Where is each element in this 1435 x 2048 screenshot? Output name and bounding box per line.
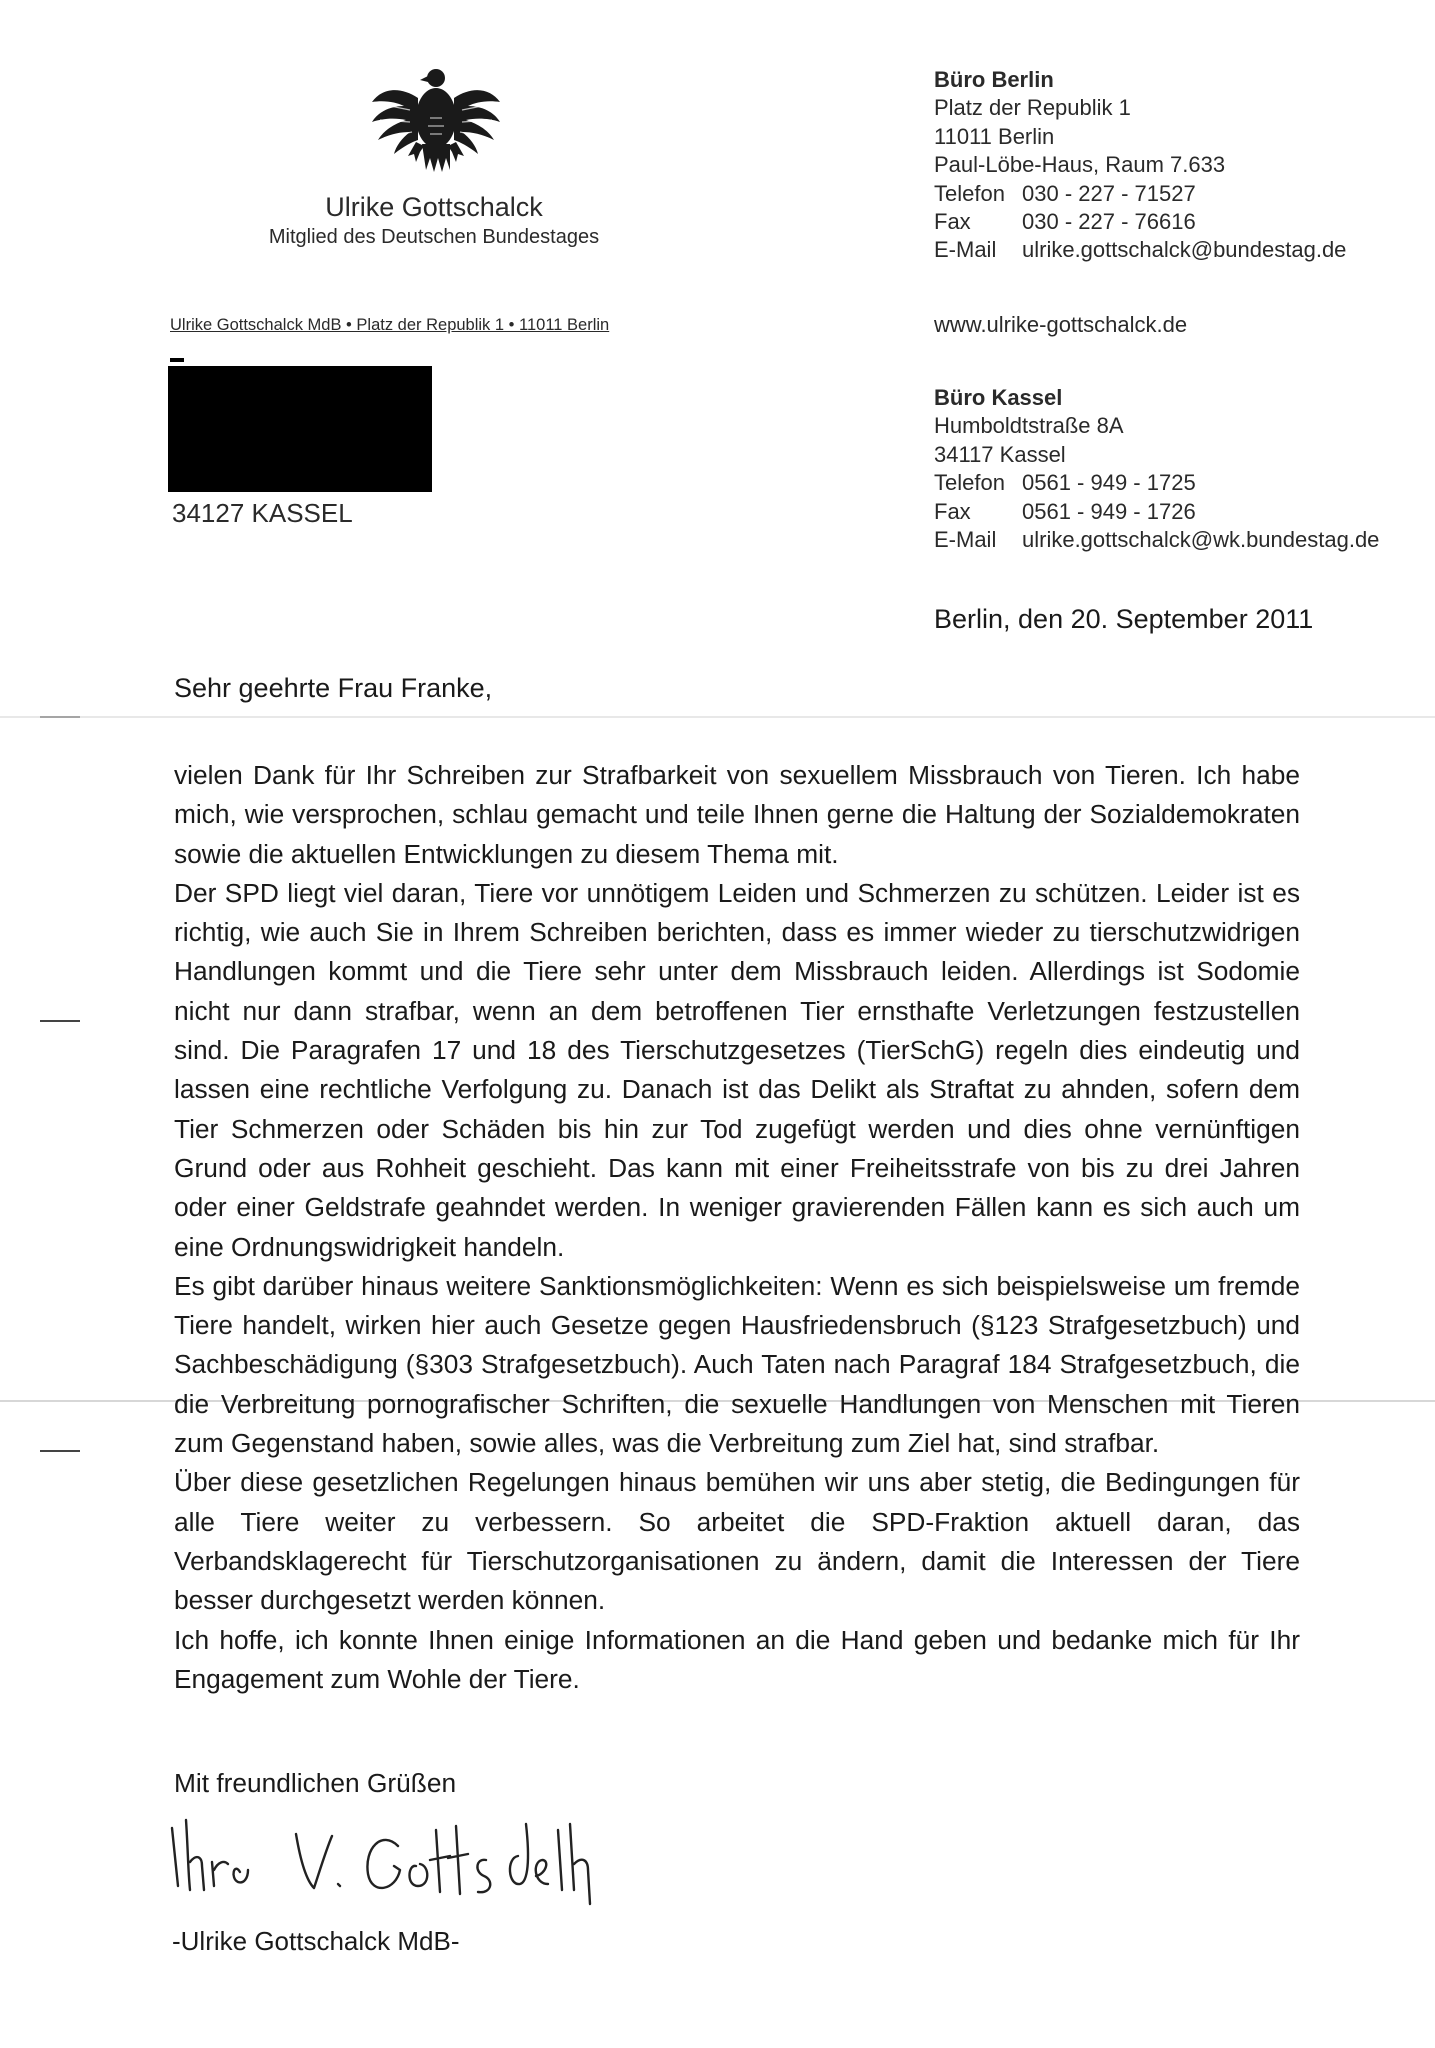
office-kassel-city: 34117 Kassel xyxy=(934,441,1066,467)
fold-mark-lower xyxy=(40,1450,80,1452)
office-berlin-email: ulrike.gottschalck@bundestag.de xyxy=(1022,237,1347,263)
paragraph: Ich hoffe, ich konnte Ihnen einige Informationen an die Hand geben und bedanke mich für Ihr Engagement zum Wohle der Tiere. xyxy=(174,1624,1300,1694)
office-kassel-phone: 0561 - 949 - 1725 xyxy=(1022,470,1196,496)
office-kassel-fax-row xyxy=(934,498,1379,526)
redacted-recipient-address xyxy=(168,366,432,492)
page-fold-line xyxy=(0,716,1435,718)
office-berlin-city: 11011 Berlin xyxy=(934,123,1055,149)
fax-label: Fax xyxy=(934,209,971,235)
letter-body xyxy=(174,756,1300,1699)
office-berlin-block xyxy=(934,66,1346,265)
office-berlin-email-row xyxy=(934,236,1346,264)
office-kassel-email-row xyxy=(934,526,1379,554)
redaction-mark xyxy=(170,358,184,362)
salutation: Sehr geehrte Frau Franke, xyxy=(174,673,493,703)
recipient-city: 34127 KASSEL xyxy=(172,498,353,528)
office-kassel-email: ulrike.gottschalck@wk.bundestag.de xyxy=(1022,527,1380,553)
fax-label: Fax xyxy=(934,498,971,524)
paragraph: Über diese gesetzlichen Regelungen hinaus bemühen wir uns aber stetig, die Bedingungen für alle Tiere weiter zu verbessern. So arbeitet die SPD-Fraktion aktuell daran, das Verbandsklagerecht für Tierschutzorganisationen zu ändern, damit die Interessen der Tiere besser durchgesetzt werden können. xyxy=(174,1467,1300,1616)
email-label: E-Mail xyxy=(934,237,997,263)
paragraph: Es gibt darüber hinaus weitere Sanktionsmöglichkeiten: Wenn es sich beispielsweise um fremde Tiere handelt, wirken hier auch Gesetze gegen Hausfriedensbruch (§123 Strafgesetzbuch) und Sachbeschädigung (§303 Strafgesetzbuch). Auch Taten nach Paragraf 184 Strafgesetzbuch, die die Verbreitung pornografischer Schriften, die sexuelle Handlungen von Menschen mit Tieren zum Gegenstand haben, sowie alles, was die Verbreitung zum Ziel hat, sind strafbar. xyxy=(174,1270,1300,1459)
sender-subtitle: Mitglied des Deutschen Bundestages xyxy=(268,226,600,248)
paragraph: Der SPD liegt viel daran, Tiere vor unnötigem Leiden und Schmerzen zu schützen. Leider ist es richtig, wie auch Sie in Ihrem Schreiben berichten, dass es immer wieder zu tierschutzwidrigen Handlungen kommt und die Tiere sehr unter dem Missbrauch leiden. Allerdings ist Sodomie nicht nur dann strafbar, wenn an dem betroffenen Tier ernsthafte Verletzungen festzustellen sind. Die Paragrafen 17 und 18 des Tierschutzgesetzes (TierSchG) regeln dies eindeutig und lassen eine rechtliche Verfolgung zu. Danach ist das Delikt als Straftat zu ahnden, sofern dem Tier Schmerzen oder Schäden bis hin zur Tod zugefügt werden und dies ohne vernünftigen Grund oder aus Rohheit geschieht. Das kann mit einer Freiheitsstrafe von bis zu drei Jahren oder einer Geldstrafe geahndet werden. In weniger gravierenden Fällen kann es sich auch um eine Ordnungswidrigkeit handeln. xyxy=(174,877,1300,1262)
office-berlin-phone-row xyxy=(934,180,1346,208)
office-berlin-fax: 030 - 227 - 76616 xyxy=(1022,209,1196,235)
office-berlin-phone: 030 - 227 - 71527 xyxy=(1022,180,1196,206)
bundesadler-eagle-icon xyxy=(370,58,502,178)
office-kassel-title: Büro Kassel xyxy=(934,385,1063,410)
signoff-name: -Ulrike Gottschalck MdB- xyxy=(172,1926,460,1956)
return-address-line: Ulrike Gottschalck MdB • Platz der Republik 1 • 11011 Berlin xyxy=(170,316,610,334)
office-berlin-fax-row xyxy=(934,208,1346,236)
office-berlin-street: Platz der Republik 1 xyxy=(934,95,1131,121)
office-kassel-fax: 0561 - 949 - 1726 xyxy=(1022,498,1196,524)
office-kassel-phone-row xyxy=(934,469,1379,497)
phone-label: Telefon xyxy=(934,180,1005,206)
paragraph: vielen Dank für Ihr Schreiben zur Strafbarkeit von sexuellem Missbrauch von Tieren. Ich habe mich, wie versprochen, schlau gemacht und teile Ihnen gerne die Haltung der Sozialdemokraten sowie die aktuellen Entwicklungen zu diesem Thema mit. xyxy=(174,760,1300,869)
handwritten-signature xyxy=(168,1800,648,1910)
punch-mark xyxy=(40,1020,80,1022)
closing: Mit freundlichen Grüßen xyxy=(174,1768,457,1798)
sender-name: Ulrike Gottschalck xyxy=(325,192,543,222)
website-url: www.ulrike-gottschalck.de xyxy=(934,312,1188,337)
office-kassel-block xyxy=(934,384,1379,554)
office-kassel-street: Humboldtstraße 8A xyxy=(934,413,1124,439)
office-berlin-room: Paul-Löbe-Haus, Raum 7.633 xyxy=(934,152,1226,178)
letter-date: Berlin, den 20. September 2011 xyxy=(934,604,1314,634)
phone-label: Telefon xyxy=(934,470,1005,496)
office-berlin-title: Büro Berlin xyxy=(934,67,1054,92)
email-label: E-Mail xyxy=(934,527,997,553)
